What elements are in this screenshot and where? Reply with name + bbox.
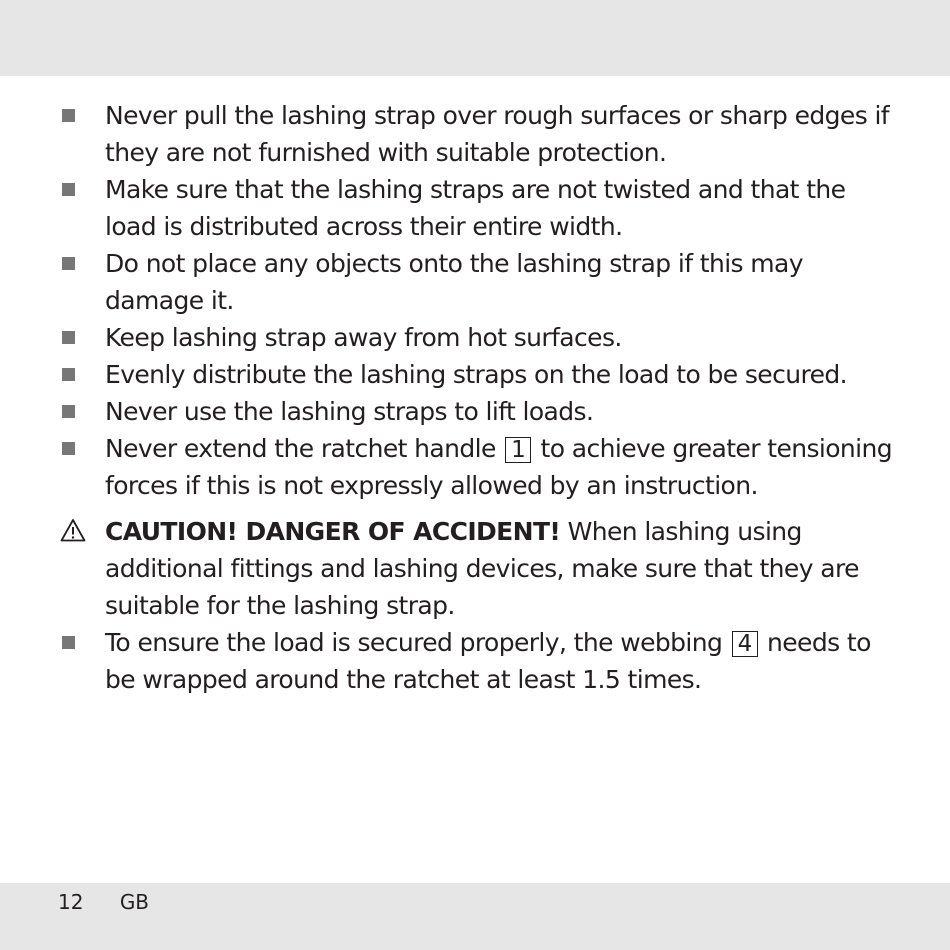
square-bullet-icon (62, 442, 75, 455)
caution-text: When lashing using additional fittings and lashing devices, make sure that they are suitable for the lashing strap. (105, 517, 859, 620)
caution-note (60, 513, 900, 624)
item-text: Keep lashing strap away from hot surfaces. (105, 323, 622, 352)
list-item (60, 97, 900, 171)
square-bullet-icon (62, 331, 75, 344)
item-text: Never use the lashing straps to lift loads. (105, 397, 594, 426)
item-text: Never pull the lashing strap over rough surfaces or sharp edges if they are not furnished with suitable protection. (105, 101, 890, 167)
list-item (60, 624, 900, 698)
item-text: Do not place any objects onto the lashing strap if this may damage it. (105, 249, 803, 315)
square-bullet-icon (62, 183, 75, 196)
list-item (60, 171, 900, 245)
caution-title: CAUTION! DANGER OF ACCIDENT! (105, 517, 561, 546)
header-band (0, 0, 950, 76)
item-text-after: to achieve greater tensioning forces if this is not expressly allowed by an instruction. (105, 434, 893, 500)
list-item (60, 356, 900, 393)
list-item (60, 319, 900, 356)
list-item (60, 245, 900, 319)
language-code: GB (119, 890, 150, 914)
ratchet-handle-ref: 1 (505, 437, 531, 463)
page-footer (58, 888, 149, 916)
square-bullet-icon (62, 405, 75, 418)
square-bullet-icon (62, 636, 75, 649)
item-text: Evenly distribute the lashing straps on the load to be secured. (105, 360, 847, 389)
square-bullet-icon (62, 257, 75, 270)
page-number: 12 (58, 890, 84, 914)
list-item (60, 393, 900, 430)
list-item (60, 430, 900, 504)
item-text-after: needs to be wrapped around the ratchet at least 1.5 times. (105, 628, 871, 694)
item-text-before: Never extend the ratchet handle (105, 434, 496, 463)
item-text-before: To ensure the load is secured properly, the webbing (105, 628, 723, 657)
square-bullet-icon (62, 368, 75, 381)
square-bullet-icon (62, 109, 75, 122)
safety-instructions (60, 97, 900, 698)
item-text: Make sure that the lashing straps are not twisted and that the load is distributed across their entire width. (105, 175, 846, 241)
warning-triangle-icon (60, 518, 86, 542)
webbing-ref: 4 (732, 631, 758, 657)
